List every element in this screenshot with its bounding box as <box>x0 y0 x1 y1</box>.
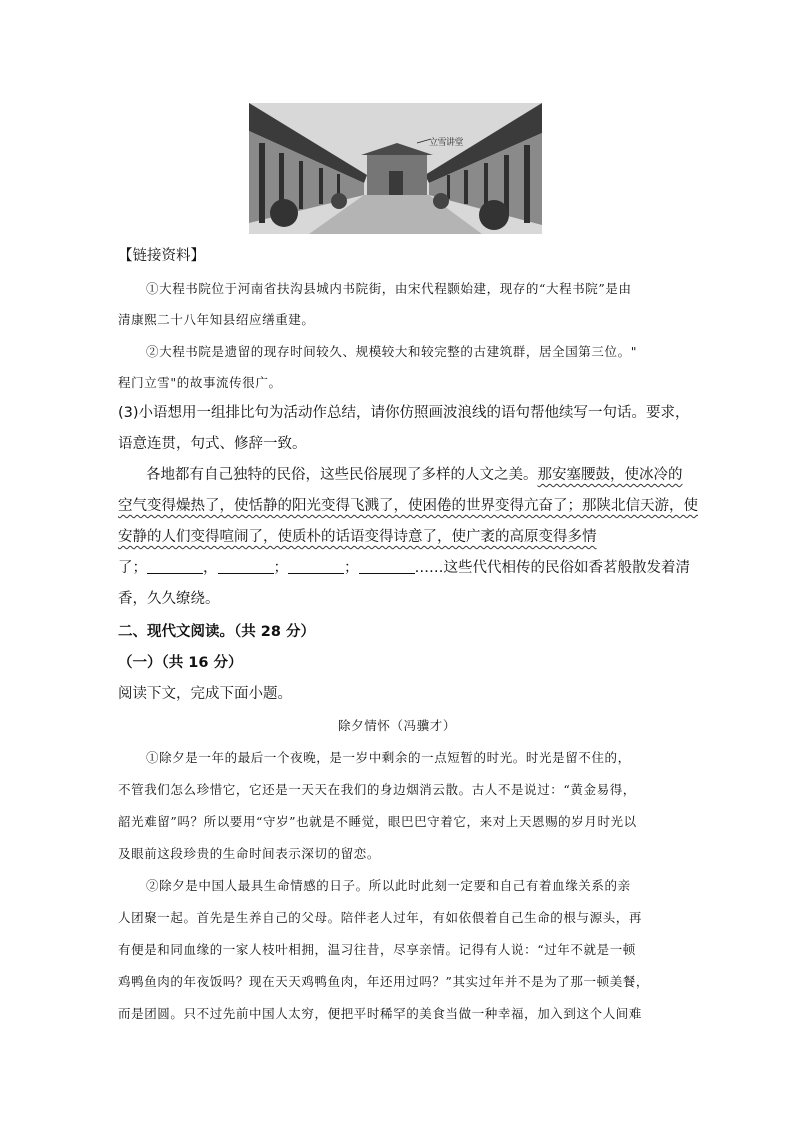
answer-blank-1[interactable] <box>147 559 203 574</box>
article-para-2-line-4: 鸡鸭鱼肉的年夜饭吗？现在天天鸡鸭鱼肉，年还用过吗？”其实过年并不是为了那一顿美餐， <box>118 974 649 989</box>
article-para-2-line-2: 人团聚一起。首先是生养自己的父母。陪伴老人过年，有如依偎着自己生命的根与源头，再 <box>118 910 643 925</box>
passage-after-blanks: ……这些代代相传的民俗如香茗般散发着清 <box>414 560 690 576</box>
question-3-line-1: (3)小语想用一组排比句为活动作总结，请你仿照画波浪线的语句帮他续写一句话。要求， <box>118 405 690 421</box>
courtyard-photo-drawing <box>249 103 542 234</box>
link-item-2-line-1: ②大程书院是遗留的现存时间较久、规模较大和较完整的古建筑群，居全国第三位。" <box>146 344 638 359</box>
question-3-line-2: 语意连贯，句式、修辞一致。 <box>118 436 307 452</box>
courtyard-photo <box>249 103 542 234</box>
article-para-1-line-4: 及眼前这段珍贵的生命时间表示深切的留恋。 <box>118 846 381 861</box>
answer-blank-4[interactable] <box>359 559 415 574</box>
passage-wavy-1: 那安塞腰鼓，使冰冷的 <box>537 467 683 483</box>
answer-blank-3[interactable] <box>288 559 344 574</box>
passage-line-1 <box>146 466 683 484</box>
separator-semicolon-2: ； <box>344 560 359 576</box>
passage-wavy-3: 安静的人们变得喧闹了，使质朴的话语变得诗意了，使广袤的高原变得多情 <box>118 529 597 545</box>
passage-line-2 <box>118 497 698 515</box>
passage-plain-start: 各地都有自己独特的民俗，这些民俗展现了多样的人文之美。 <box>146 467 538 483</box>
separator-semicolon-1: ； <box>273 560 288 576</box>
article-para-2-line-1: ②除夕是中国人最具生命情感的日子。所以此时此刻一定要和自己有着血缘关系的亲 <box>146 878 631 893</box>
article-para-2-line-3: 有便是和同血缘的一家人枝叶相拥，温习往昔，尽享亲情。记得有人说：“过年不就是一顿 <box>118 942 636 957</box>
article-para-2-line-5: 而是团圆。只不过先前中国人太穷，便把平时稀罕的美食当做一种幸福，加入到这个人间难 <box>118 1006 643 1021</box>
passage-line-3 <box>118 528 597 546</box>
link-item-1-line-1: ①大程书院位于河南省扶沟县城内书院街，由宋代程颢始建，现存的“大程书院”是由 <box>146 281 632 296</box>
article-para-1-line-2: 不管我们怎么珍惜它，它还是一天天在我们的身边烟消云散。古人不是说过：“黄金易得， <box>118 782 636 797</box>
section-2-heading: 二、现代文阅读。（共 28 分） <box>118 624 316 640</box>
passage-line-5: 香，久久缭绕。 <box>118 591 220 607</box>
passage-wavy-2: 空气变得燥热了，使恬静的阳光变得飞溅了，使困倦的世界变得亢奋了；那陕北信天游，使 <box>118 498 698 514</box>
section-2-sub-heading: （一）（共 16 分） <box>118 655 243 671</box>
link-item-2-line-2: 程门立雪"的故事流传很广。 <box>118 375 282 390</box>
article-title: 除夕情怀（冯骥才） <box>338 718 456 733</box>
passage-blank-start: 了； <box>118 560 147 576</box>
link-item-1-line-2: 清康熙二十八年知县绍应缮重建。 <box>118 312 315 327</box>
answer-blank-2[interactable] <box>218 559 274 574</box>
article-para-1-line-1: ①除夕是一年的最后一个夜晚，是一岁中剩余的一点短暂的时光。时光是留不住的， <box>146 750 631 765</box>
passage-line-4 <box>118 559 690 577</box>
separator-comma-1: ， <box>203 560 218 576</box>
photo-caption-label: 立雪讲堂 <box>429 138 464 148</box>
link-material-heading: 【链接资料】 <box>118 248 205 264</box>
article-para-1-line-3: 韶光难留”吗？所以要用“守岁”也就是不睡觉，眼巴巴守着它，来对上天恩赐的岁月时光以 <box>118 814 637 829</box>
section-2-instruction: 阅读下文，完成下面小题。 <box>118 686 292 702</box>
